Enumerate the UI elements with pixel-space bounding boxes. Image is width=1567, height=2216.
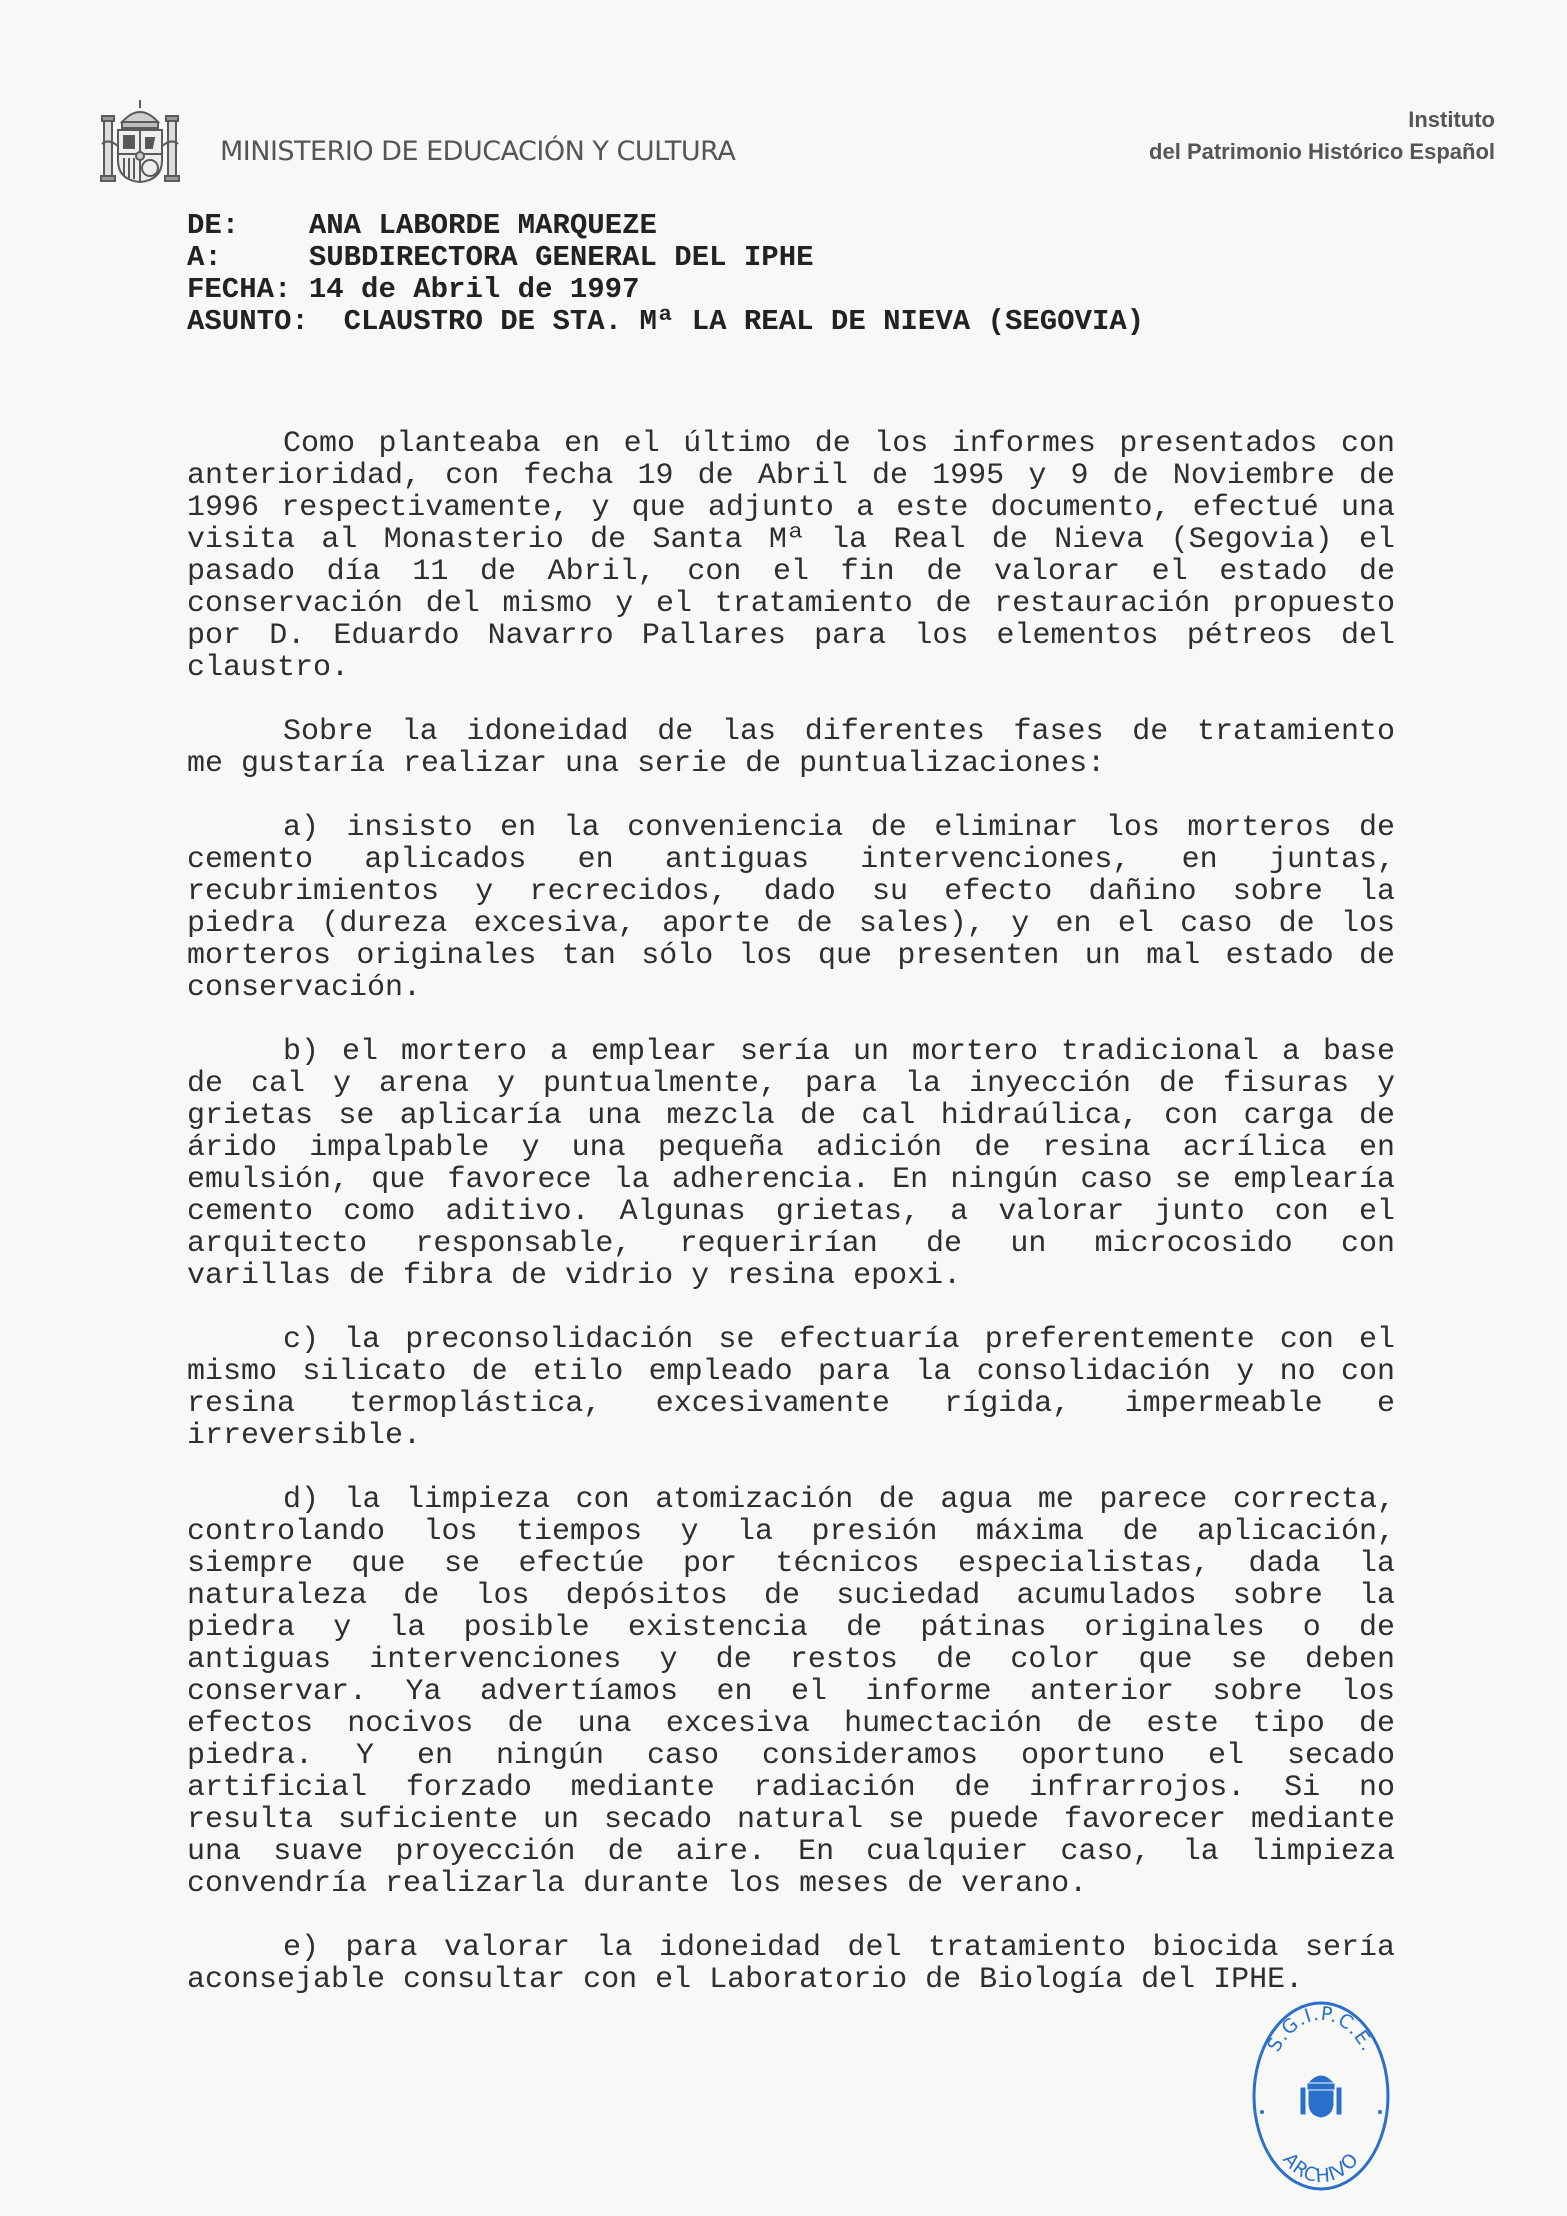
memo-date-row <box>187 274 1144 306</box>
paragraph-line: cemento como aditivo. Algunas grietas, a valorar junto con el <box>187 1195 1395 1229</box>
paragraph-line: cemento aplicados en antiguas intervenciones, en juntas, <box>187 843 1395 877</box>
memo-header <box>187 210 1144 338</box>
paragraph-line: conservación del mismo y el tratamiento de restauración propuesto <box>187 587 1395 621</box>
from-label: DE: <box>187 209 240 242</box>
paragraph <box>187 428 1395 684</box>
paragraph-line: c) la preconsolidación se efectuaría preferentemente con el <box>283 1323 1395 1357</box>
paragraph-line: árido impalpable y una pequeña adición de resina acrílica en <box>187 1131 1395 1165</box>
to-label: A: <box>187 241 222 274</box>
paragraph-line: visita al Monasterio de Santa Mª la Real de Nieva (Segovia) el <box>187 523 1395 557</box>
paragraph <box>187 812 1395 1004</box>
paragraph-line: d) la limpieza con atomización de agua me parece correcta, <box>283 1483 1395 1517</box>
paragraph-line: conservación. <box>187 971 422 1005</box>
paragraph-line: b) el mortero a emplear sería un mortero tradicional a base <box>283 1035 1395 1069</box>
paragraph-line: 1996 respectivamente, y que adjunto a este documento, efectué una <box>187 491 1395 525</box>
stamp-dot-right <box>1378 2110 1382 2114</box>
paragraph-line: siempre que se efectúe por técnicos especialistas, dada la <box>187 1547 1395 1581</box>
paragraph-line: claustro. <box>187 651 350 685</box>
paragraph-line: piedra. Y en ningún caso consideramos oportuno el secado <box>187 1739 1395 1773</box>
stamp-top-text <box>1263 2003 1379 2056</box>
from-value: ANA LABORDE MARQUEZE <box>308 209 657 242</box>
memo-from-row <box>187 210 1144 242</box>
paragraph <box>187 1932 1395 1996</box>
paragraph-line: mismo silicato de etilo empleado para la consolidación y no con <box>187 1355 1395 1389</box>
paragraph <box>187 1484 1395 1900</box>
paragraph-line: controlando los tiempos y la presión máxima de aplicación, <box>187 1515 1395 1549</box>
ministry-name: MINISTERIO DE EDUCACIÓN Y CULTURA <box>220 136 736 167</box>
paragraph-line: irreversible. <box>187 1419 422 1453</box>
paragraph-line: una suave proyección de aire. En cualquier caso, la limpieza <box>187 1835 1395 1869</box>
paragraph-line: me gustaría realizar una serie de puntualizaciones: <box>187 747 1106 781</box>
paragraph-line: varillas de fibra de vidrio y resina epoxi. <box>187 1259 962 1293</box>
paragraph <box>187 1036 1395 1292</box>
paragraph-line: e) para valorar la idoneidad del tratamiento biocida sería <box>283 1931 1395 1965</box>
subject-value: CLAUSTRO DE STA. Mª LA REAL DE NIEVA (SEGOVIA) <box>343 305 1145 338</box>
paragraph-line: de cal y arena y puntualmente, para la inyección de fisuras y <box>187 1067 1395 1101</box>
stamp-coat-of-arms-icon <box>1301 2076 1341 2117</box>
paragraph-line: efectos nocivos de una excesiva humectación de este tipo de <box>187 1707 1395 1741</box>
paragraph-line: grietas se aplicaría una mezcla de cal hidraúlica, con carga de <box>187 1099 1395 1133</box>
paragraph-line: convendría realizarla durante los meses de verano. <box>187 1867 1088 1901</box>
paragraph-line: pasado día 11 de Abril, con el fin de valorar el estado de <box>187 555 1395 589</box>
institute-line-1: Instituto <box>1408 107 1495 132</box>
memo-to-row <box>187 242 1144 274</box>
paragraph-line: piedra (dureza excesiva, aporte de sales), y en el caso de los <box>187 907 1395 941</box>
date-label: FECHA: <box>187 273 292 306</box>
memo-body <box>187 428 1395 2028</box>
paragraph-line: piedra y la posible existencia de pátinas originales o de <box>187 1611 1395 1645</box>
paragraph-line: naturaleza de los depósitos de suciedad acumulados sobre la <box>187 1579 1395 1613</box>
paragraph-line: morteros originales tan sólo los que presenten un mal estado de <box>187 939 1395 973</box>
paragraph-line: Sobre la idoneidad de las diferentes fases de tratamiento <box>283 715 1395 749</box>
paragraph-line: antiguas intervenciones y de restos de color que se deben <box>187 1643 1395 1677</box>
paragraph-line: arquitecto responsable, requerirían de un microcosido con <box>187 1227 1395 1261</box>
institute-line-2: del Patrimonio Histórico Español <box>1149 139 1495 164</box>
stamp-bottom-text <box>1278 2148 1363 2187</box>
archive-stamp <box>1250 2000 1392 2192</box>
paragraph-line: conservar. Ya advertíamos en el informe anterior sobre los <box>187 1675 1395 1709</box>
paragraph-line: a) insisto en la conveniencia de eliminar los morteros de <box>283 811 1395 845</box>
subject-label: ASUNTO: <box>187 305 309 338</box>
paragraph-line: aconsejable consultar con el Laboratorio de Biología del IPHE. <box>187 1963 1304 1997</box>
spanish-coat-of-arms-icon <box>98 98 182 184</box>
paragraph-line: resulta suficiente un secado natural se puede favorecer mediante <box>187 1803 1395 1837</box>
stamp-dot-left <box>1260 2110 1264 2114</box>
to-value: SUBDIRECTORA GENERAL DEL IPHE <box>308 241 814 274</box>
paragraph <box>187 716 1395 780</box>
stamp-bottom-textpath: ARCHIVO <box>1278 2148 1364 2188</box>
letterhead-left <box>98 98 182 184</box>
paragraph-line: por D. Eduardo Navarro Pallares para los elementos pétreos del <box>187 619 1395 653</box>
paragraph-line: resina termoplástica, excesivamente rígida, impermeable e <box>187 1387 1395 1421</box>
memo-subject-row <box>187 306 1144 338</box>
paragraph-line: recubrimientos y recrecidos, dado su efecto dañino sobre la <box>187 875 1395 909</box>
paragraph-line: anterioridad, con fecha 19 de Abril de 1995 y 9 de Noviembre de <box>187 459 1395 493</box>
paragraph-line: artificial forzado mediante radiación de infrarrojos. Si no <box>187 1771 1395 1805</box>
paragraph <box>187 1324 1395 1452</box>
paragraph-line: Como planteaba en el último de los informes presentados con <box>283 427 1395 461</box>
date-value: 14 de Abril de 1997 <box>308 273 640 306</box>
stamp-top-textpath: S.G.I.P.C.E. <box>1263 2002 1380 2056</box>
institute-name <box>1149 104 1495 168</box>
paragraph-line: emulsión, que favorece la adherencia. En ningún caso se emplearía <box>187 1163 1395 1197</box>
